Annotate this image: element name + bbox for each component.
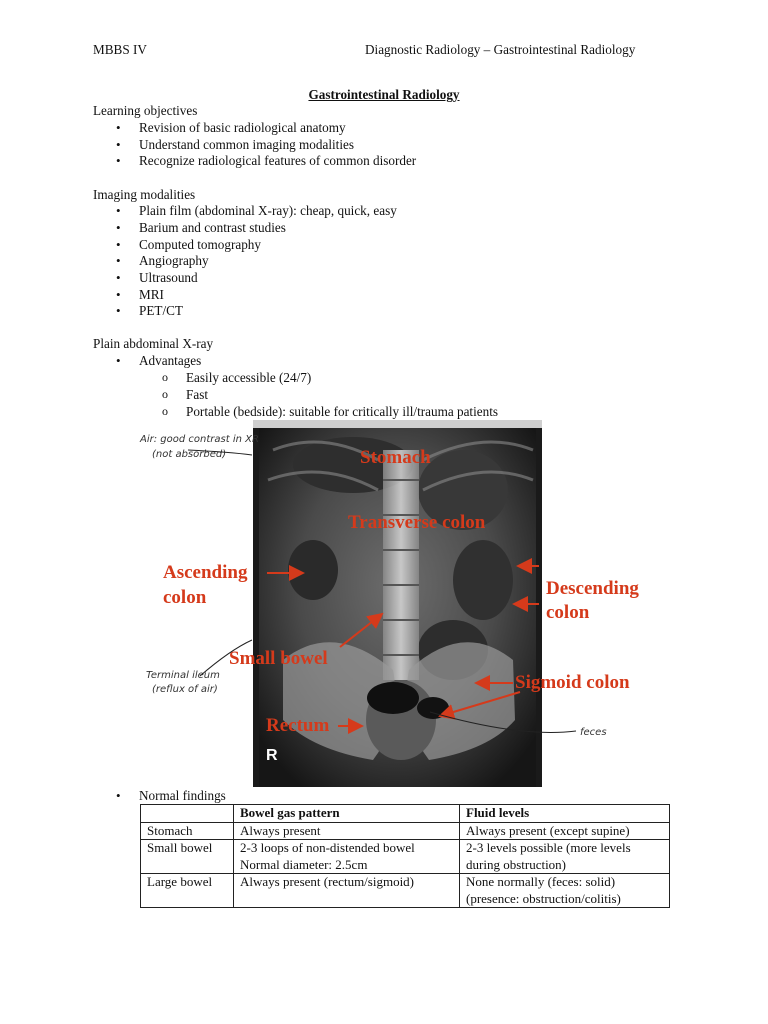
plain-xray-heading: Plain abdominal X-ray: [93, 336, 214, 351]
handwritten-air-note-line1: Air: good contrast in XR: [140, 434, 259, 445]
normal-findings-table: [140, 804, 670, 908]
table-cell-organ: Stomach: [141, 822, 234, 840]
label-stomach: Stomach: [360, 447, 431, 468]
modality-item: • Ultrasound: [139, 270, 198, 287]
normal-findings-label: • Normal findings: [139, 788, 226, 805]
table-header-row: [141, 805, 670, 823]
handwritten-ileum-note-line1: Terminal ileum: [146, 670, 220, 681]
modality-item: • Barium and contrast studies: [139, 220, 286, 237]
header-course: MBBS IV: [93, 42, 147, 57]
table-header: Bowel gas pattern: [234, 805, 460, 823]
table-row: [141, 874, 670, 908]
label-sigmoid-colon: Sigmoid colon: [515, 672, 630, 693]
table-cell-organ: Small bowel: [141, 840, 234, 874]
table-cell-fluid: Always present (except supine): [460, 822, 670, 840]
table-header: Fluid levels: [460, 805, 670, 823]
modality-item: • Plain film (abdominal X-ray): cheap, quick, easy: [139, 203, 397, 220]
table-row: [141, 840, 670, 874]
modalities-heading: Imaging modalities: [93, 187, 196, 202]
table-cell-gas: Always present: [234, 822, 460, 840]
table-cell-fluid: None normally (feces: solid) (presence: obstruction/colitis): [460, 874, 670, 908]
label-ascending-colon-line2: colon: [163, 587, 207, 608]
page-title: Gastrointestinal Radiology: [308, 87, 460, 102]
modality-item: • Angiography: [139, 253, 209, 270]
advantage-item: o Portable (bedside): suitable for critically ill/trauma patients: [186, 404, 498, 421]
table-cell-fluid: 2-3 levels possible (more levels during obstruction): [460, 840, 670, 874]
label-small-bowel: Small bowel: [229, 648, 328, 669]
modality-item: • Computed tomography: [139, 237, 261, 254]
label-transverse-colon: Transverse colon: [348, 512, 486, 533]
xray-side-marker: R: [266, 747, 278, 764]
learning-item: • Recognize radiological features of common disorder: [139, 153, 416, 170]
handwritten-feces-note: feces: [580, 727, 607, 738]
label-rectum: Rectum: [266, 715, 330, 736]
handwritten-ileum-note-line2: (reflux of air): [152, 684, 218, 695]
table-header: [141, 805, 234, 823]
modality-item: • PET/CT: [139, 303, 183, 320]
advantages-label: • Advantages: [139, 353, 201, 370]
table-cell-gas: Always present (rectum/sigmoid): [234, 874, 460, 908]
header-topic: Diagnostic Radiology – Gastrointestinal Radiology: [365, 42, 636, 57]
table-row: [141, 822, 670, 840]
label-ascending-colon-line1: Ascending: [163, 562, 248, 583]
learning-item: • Understand common imaging modalities: [139, 137, 354, 154]
handwritten-air-note-line2: (not absorbed): [152, 449, 227, 460]
learning-heading: Learning objectives: [93, 103, 198, 118]
modality-item: • MRI: [139, 287, 164, 304]
label-descending-colon-line2: colon: [546, 602, 590, 623]
table-cell-gas: 2-3 loops of non-distended bowel Normal diameter: 2.5cm: [234, 840, 460, 874]
advantage-item: o Fast: [186, 387, 208, 404]
advantage-item: o Easily accessible (24/7): [186, 370, 311, 387]
table-cell-organ: Large bowel: [141, 874, 234, 908]
learning-item: • Revision of basic radiological anatomy: [139, 120, 346, 137]
label-descending-colon-line1: Descending: [546, 578, 639, 599]
